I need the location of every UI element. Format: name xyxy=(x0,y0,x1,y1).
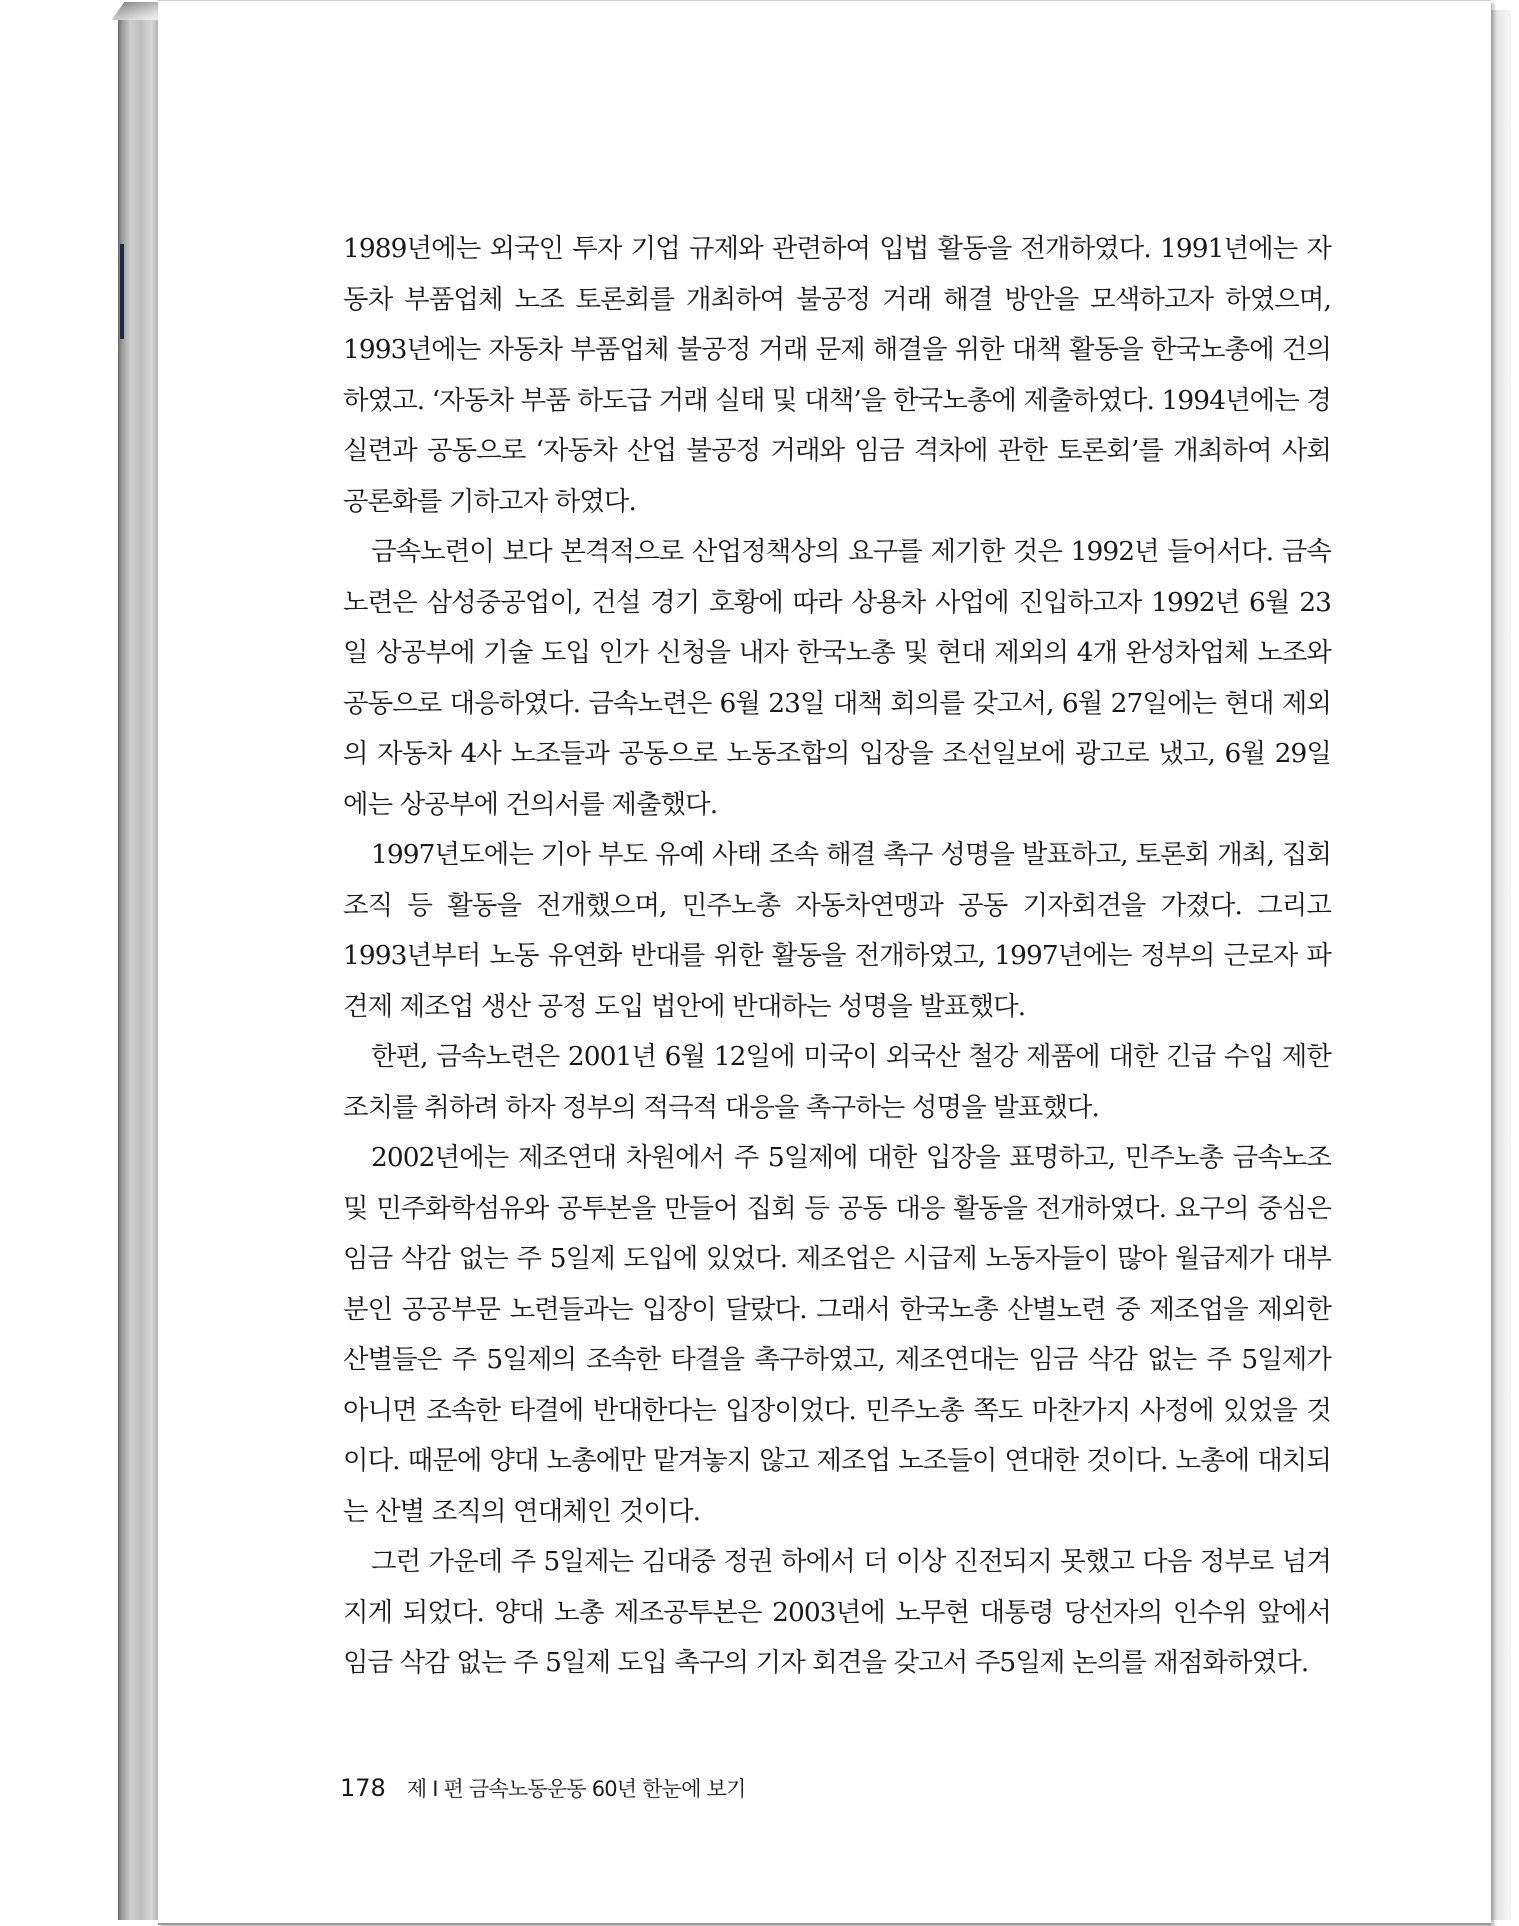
paragraph-2: 금속노련이 보다 본격적으로 산업정책상의 요구를 제기한 것은 1992년 들어서다. 금속노련은 삼성중공업이, 건설 경기 호황에 따라 상용차 사업에 진입하고자 1992년 6월 23일 상공부에 기술 도입 인가 신청을 내자 한국노총 및 현대 제외의 4개 완성차업체 노조와 공동으로 대응하였다. 금속노련은 6월 23일 대책 회의를 갖고서, 6월 27일에는 현대 제외의 자동차 4사 노조들과 공동으로 노동조합의 입장을 조선일보에 광고로 냈고, 6월 29일에는 상공부에 건의서를 제출했다. xyxy=(343,536,1331,820)
paragraph-4: 한편, 금속노련은 2001년 6월 12일에 미국이 외국산 철강 제품에 대한 긴급 수입 제한 조치를 취하려 하자 정부의 적극적 대응을 촉구하는 성명을 발표했다. xyxy=(343,1041,1331,1123)
body-text xyxy=(343,224,1331,1689)
running-head: 제 I 편 금속노동운동 60년 한눈에 보기 xyxy=(406,1777,746,1801)
paragraph-6: 그런 가운데 주 5일제는 김대중 정권 하에서 더 이상 진전되지 못했고 다음 정부로 넘겨지게 되었다. 양대 노총 제조공투본은 2003년에 노무현 대통령 당선자의 인수위 앞에서 임금 삭감 없는 주 5일제 도입 촉구의 기자 회견을 갖고서 주5일제 논의를 재점화하였다. xyxy=(343,1546,1331,1678)
paragraph-3: 1997년도에는 기아 부도 유예 사태 조속 해결 촉구 성명을 발표하고, 토론회 개최, 집회 조직 등 활동을 전개했으며, 민주노총 자동차연맹과 공동 기자회견을 가졌다. 그리고 1993년부터 노동 유연화 반대를 위한 활동을 전개하였고, 1997년에는 정부의 근로자 파견제 제조업 생산 공정 도입 법안에 반대하는 성명을 발표했다. xyxy=(343,839,1331,1022)
paragraph-5: 2002년에는 제조연대 차원에서 주 5일제에 대한 입장을 표명하고, 민주노총 금속노조 및 민주화학섬유와 공투본을 만들어 집회 등 공동 대응 활동을 전개하였다. 요구의 중심은 임금 삭감 없는 주 5일제 도입에 있었다. 제조업은 시급제 노동자들이 많아 월급제가 대부분인 공공부문 노련들과는 입장이 달랐다. 그래서 한국노총 산별노련 중 제조업을 제외한 산별들은 주 5일제의 조속한 타결을 촉구하였고, 제조연대는 임금 삭감 없는 주 5일제가 아니면 조속한 타결에 반대한다는 입장이었다. 민주노총 쪽도 마찬가지 사정에 있었을 것이다. 때문에 양대 노총에만 맡겨놓지 않고 제조업 노조들이 연대한 것이다. 노총에 대치되는 산별 조직의 연대체인 것이다. xyxy=(343,1142,1331,1527)
page-footer xyxy=(340,1773,745,1803)
paragraph-1: 1989년에는 외국인 투자 기업 규제와 관련하여 입법 활동을 전개하였다. 1991년에는 자동차 부품업체 노조 토론회를 개최하여 불공정 거래 해결 방안을 모색하고자 하였으며, 1993년에는 자동차 부품업체 불공정 거래 문제 해결을 위한 대책 활동을 한국노총에 건의하였고. ‘자동차 부품 하도급 거래 실태 및 대책’을 한국노총에 제출하였다. 1994년에는 경실련과 공동으로 ‘자동차 산업 불공정 거래와 임금 격차에 관한 토론회’를 개최하여 사회 공론화를 기하고자 하였다. xyxy=(343,233,1331,517)
page-number: 178 xyxy=(340,1774,386,1802)
page-right-edge xyxy=(1491,10,1511,1920)
spine-mark xyxy=(120,244,124,339)
page-stack-edge xyxy=(118,14,160,1920)
